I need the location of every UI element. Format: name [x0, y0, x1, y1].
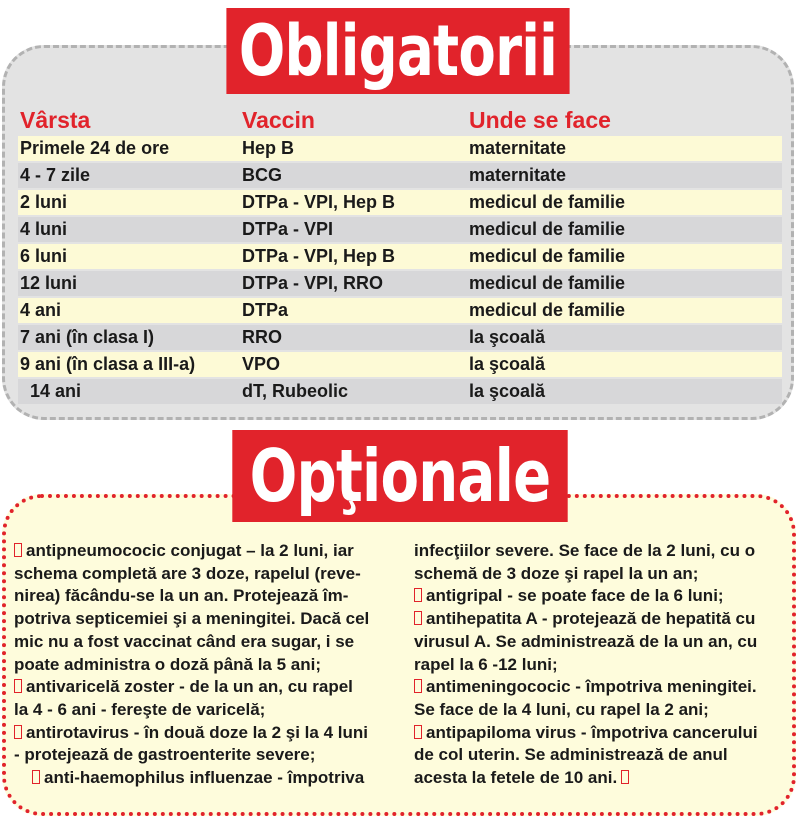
line-text: antipapiloma virus - împotriva cancerului: [426, 722, 758, 742]
cell-age: 12 luni: [18, 270, 240, 297]
line-text: antirotavirus - în două doze la 2 şi la 4 luni: [26, 722, 368, 742]
line-text: - protejează de gastroenterite severe;: [14, 745, 316, 765]
cell-vaccine: DTPa: [240, 297, 467, 324]
cell-age: 6 luni: [18, 243, 240, 270]
line-text: antihepatita A - protejează de hepatită cu: [426, 609, 756, 629]
text-line: [414, 540, 790, 563]
text-line: [414, 563, 790, 586]
cell-place: maternitate: [467, 162, 782, 189]
cell-age: 4 ani: [18, 297, 240, 324]
text-line: [14, 767, 394, 790]
line-text: la 4 - 6 ani - fereşte de varicelă;: [14, 699, 266, 719]
header-age: Vârsta: [20, 107, 91, 133]
cell-place: la şcoală: [467, 378, 782, 405]
bullet-icon: [14, 725, 22, 739]
table-row: [18, 216, 782, 243]
cell-age: 4 luni: [18, 216, 240, 243]
optionale-left-column: [14, 540, 394, 790]
cell-vaccine: Hep B: [240, 136, 467, 162]
table-row: [18, 351, 782, 378]
line-text: poate administra o doză până la 5 ani;: [14, 654, 322, 674]
bullet-icon: [414, 725, 422, 739]
table-row: [18, 136, 782, 162]
text-line: [14, 722, 394, 745]
optionale-right-column: [414, 540, 790, 790]
line-text: schemă de 3 doze şi rapel la un an;: [414, 563, 699, 583]
cell-place: maternitate: [467, 136, 782, 162]
cell-place: medicul de familie: [467, 297, 782, 324]
line-text: nirea) făcându-se la un an. Protejează îm-: [14, 586, 349, 606]
obligatorii-title: Obligatorii: [226, 8, 569, 94]
line-text: anti-haemophilus influenzae - împotriva: [44, 768, 365, 788]
header-place: Unde se face: [469, 107, 611, 133]
bullet-icon: [14, 543, 22, 557]
cell-vaccine: RRO: [240, 324, 467, 351]
text-line: [414, 722, 790, 745]
text-line: [414, 608, 790, 631]
optionale-title: Opţionale: [232, 430, 567, 522]
cell-vaccine: DTPa - VPI, RRO: [240, 270, 467, 297]
table-row: [18, 297, 782, 324]
bullet-icon: [32, 770, 40, 784]
text-line: [14, 608, 394, 631]
line-text: antipneumococic conjugat – la 2 luni, iar: [26, 541, 354, 560]
text-line: [14, 585, 394, 608]
line-text: antigripal - se poate face de la 6 luni;: [426, 586, 724, 606]
table-row: [18, 324, 782, 351]
table-row: [18, 189, 782, 216]
cell-age: 2 luni: [18, 189, 240, 216]
cell-vaccine: DTPa - VPI, Hep B: [240, 243, 467, 270]
header-vaccine: Vaccin: [242, 107, 315, 133]
vaccination-table: [18, 104, 782, 406]
bullet-icon: [414, 679, 422, 693]
line-text: acesta la fetele de 10 ani.: [414, 768, 618, 788]
line-text: de col uterin. Se administrează de anul: [414, 745, 728, 765]
text-line: [14, 563, 394, 586]
line-text: antivaricelă zoster - de la un an, cu rapel: [26, 677, 353, 697]
text-line: [414, 654, 790, 677]
cell-age: 4 - 7 zile: [18, 162, 240, 189]
bullet-icon: [414, 611, 422, 625]
table-row: [18, 270, 782, 297]
bullet-icon: [14, 679, 22, 693]
cell-vaccine: DTPa - VPI, Hep B: [240, 189, 467, 216]
line-text: mic nu a fost vaccinat când era sugar, i se: [14, 631, 355, 651]
table-row: [18, 243, 782, 270]
text-line: [414, 585, 790, 608]
cell-place: la şcoală: [467, 351, 782, 378]
line-text: rapel la 6 -12 luni;: [414, 654, 558, 674]
line-text: schema completă are 3 doze, rapelul (reve-: [14, 563, 361, 583]
text-line: [14, 540, 394, 563]
cell-age: 9 ani (în clasa a III-a): [18, 351, 240, 378]
line-text: virusul A. Se administrează de la un an, cu: [414, 631, 758, 651]
cell-place: medicul de familie: [467, 270, 782, 297]
text-line: [14, 699, 394, 722]
cell-vaccine: BCG: [240, 162, 467, 189]
text-line: [14, 744, 394, 767]
line-text: infecţiilor severe. Se face de la 2 luni, cu o: [414, 541, 756, 560]
line-text: antimeningococic - împotriva meningitei.: [426, 677, 757, 697]
table-header-row: [18, 104, 782, 136]
cell-place: medicul de familie: [467, 216, 782, 243]
cell-place: medicul de familie: [467, 189, 782, 216]
text-line: [14, 631, 394, 654]
cell-vaccine: DTPa - VPI: [240, 216, 467, 243]
cell-place: la şcoală: [467, 324, 782, 351]
cell-vaccine: VPO: [240, 351, 467, 378]
cell-age: 7 ani (în clasa I): [18, 324, 240, 351]
cell-place: medicul de familie: [467, 243, 782, 270]
text-line: [414, 699, 790, 722]
table-row: [18, 162, 782, 189]
line-text: potriva septicemiei şi a meningitei. Dacă cel: [14, 609, 370, 629]
cell-age: 14 ani: [18, 378, 240, 405]
cell-vaccine: dT, Rubeolic: [240, 378, 467, 405]
text-line: [14, 676, 394, 699]
cell-age: Primele 24 de ore: [18, 136, 240, 162]
text-line: [414, 676, 790, 699]
end-mark-icon: [621, 770, 629, 784]
text-line: [414, 631, 790, 654]
text-line: [414, 744, 790, 767]
text-line: [14, 654, 394, 677]
text-line: [414, 767, 790, 790]
line-text: Se face de la 4 luni, cu rapel la 2 ani;: [414, 699, 709, 719]
bullet-icon: [414, 588, 422, 602]
table-row: [18, 378, 782, 405]
